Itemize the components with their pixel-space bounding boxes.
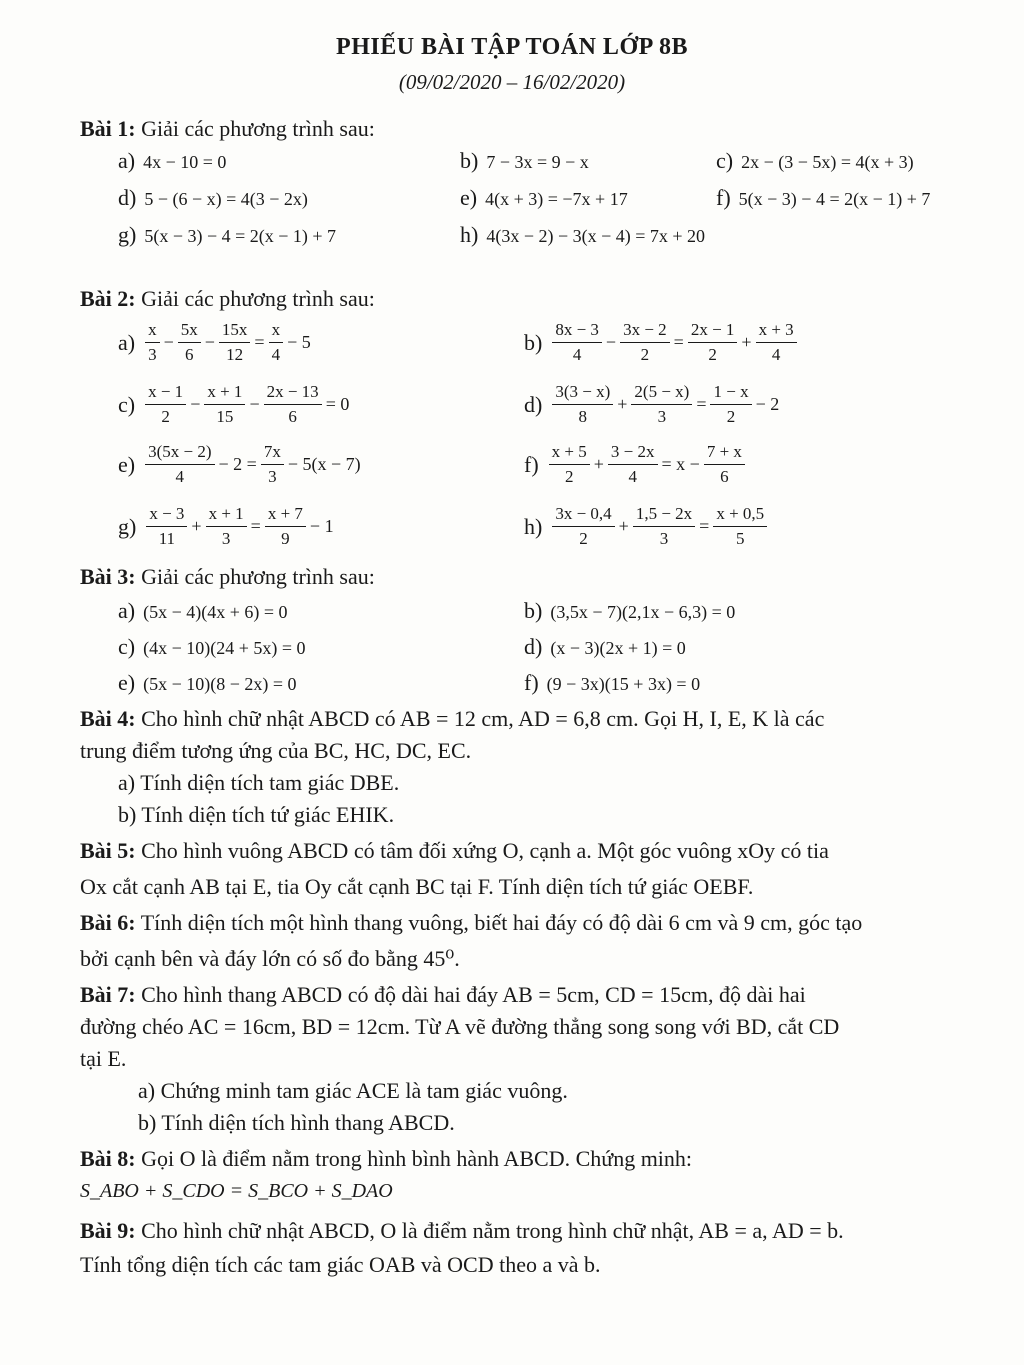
operator: − 1 [309,516,334,536]
bai1-item-equation: 5 − (6 − x) = 4(3 − 2x) [144,189,308,209]
bai4-text-1: Cho hình chữ nhật ABCD có AB = 12 cm, AD = 6,8 cm. Gọi H, I, E, K là các [141,706,825,731]
bai1-item-equation: 4x − 10 = 0 [143,152,227,172]
operator: − 5(x − 7) [287,454,361,474]
fraction-numerator: 3(5x − 2) [145,442,214,465]
operator: = [696,394,707,414]
bai1-item-equation: 4(x + 3) = −7x + 17 [485,189,628,209]
operator: + [741,332,752,352]
operator: − 2 [755,394,780,414]
fraction-denominator: 3 [659,529,669,548]
bai5-text-1: Cho hình vuông ABCD có tâm đối xứng O, cạnh a. Một góc vuông xOy có tia [141,838,829,863]
bai1-item-label: c) [716,148,734,173]
fraction-denominator: 6 [720,467,729,486]
bai1-item-label: g) [118,222,137,247]
bai1-item-label: e) [460,185,478,210]
fraction-numerator: x − 1 [145,382,186,405]
fraction-denominator: 8 [578,407,588,426]
bai4-heading: Bài 4: [80,706,136,731]
fraction-numerator: 2(5 − x) [631,382,692,405]
operator: − [249,394,260,414]
fraction [620,320,670,365]
bai7-text-2: đường chéo AC = 16cm, BD = 12cm. Từ A vẽ đường thẳng song song với BD, cắt CD [80,1014,840,1039]
fraction-denominator: 15 [216,407,234,426]
fraction-numerator: x + 0,5 [713,504,767,527]
fraction-numerator: 7 + x [704,442,745,465]
bai3-item-2 [118,634,306,660]
fraction-numerator: x − 3 [146,504,187,527]
fraction [552,320,602,365]
fraction-numerator: 5x [178,320,201,343]
bai3-item-label: b) [524,598,543,623]
fraction [633,504,695,549]
bai7-line1 [80,982,806,1008]
bai4-line1 [80,706,824,732]
fraction-denominator: 11 [158,529,176,548]
bai9-line1 [80,1218,844,1244]
bai3-item-label: a) [118,598,136,623]
fraction-numerator: x [269,320,284,343]
fraction-denominator: 3 [148,345,157,364]
fraction-numerator: 3x − 2 [620,320,670,343]
bai1-instruction: Giải các phương trình sau: [141,116,375,141]
fraction [145,382,186,427]
operator: + [593,454,604,474]
bai1-header [80,116,375,142]
fraction-numerator: 3(3 − x) [552,382,613,405]
bai5-line1 [80,838,829,864]
fraction-denominator: 3 [268,467,277,486]
bai2-heading: Bài 2: [80,286,136,311]
fraction-denominator: 2 [726,407,736,426]
bai1-item-equation: 4(3x − 2) − 3(x − 4) = 7x + 20 [486,226,706,246]
date-range: (09/02/2020 – 16/02/2020) [398,70,626,94]
bai1-item-7 [460,222,705,248]
bai9-text-1: Cho hình chữ nhật ABCD, O là điểm nằm trong hình chữ nhật, AB = a, AD = b. [141,1218,844,1243]
fraction-denominator: 9 [281,529,290,548]
fraction [608,442,658,487]
operator: + [618,516,629,536]
fraction [261,442,284,487]
bai2-item-0 [118,320,313,365]
fraction-numerator: x + 7 [265,504,306,527]
bai1-item-5 [716,185,930,211]
fraction [549,442,590,487]
fraction [206,504,247,549]
operator: − [204,332,215,352]
bai3-instruction: Giải các phương trình sau: [141,564,375,589]
bai3-item-3 [524,634,686,660]
fraction-denominator: 4 [271,345,281,364]
bai3-item-label: f) [524,670,539,695]
operator: − 5 [287,332,311,352]
bai6-line1 [80,910,862,936]
bai2-item-3 [524,382,781,427]
operator: − [190,394,201,414]
fraction-numerator: 8x − 3 [552,320,602,343]
fraction-numerator: 2x − 1 [688,320,738,343]
bai3-item-equation: (x − 3)(2x + 1) = 0 [550,638,686,658]
bai8-line1 [80,1146,692,1172]
bai5-heading: Bài 5: [80,838,136,863]
fraction [265,504,306,549]
bai7-text-3: tại E. [80,1046,127,1071]
fraction-numerator: x + 1 [206,504,247,527]
fraction [756,320,797,365]
bai1-item-1 [460,148,589,174]
bai1-heading: Bài 1: [80,116,136,141]
bai1-item-label: h) [460,222,479,247]
fraction [145,442,214,487]
bai3-item-equation: (4x − 10)(24 + 5x) = 0 [143,638,306,658]
bai2-item-6 [118,504,336,549]
bai9-text-2: Tính tổng diện tích các tam giác OAB và OCD theo a và b. [80,1252,601,1277]
bai2-item-2 [118,382,351,427]
bai1-item-equation: 5(x − 3) − 4 = 2(x − 1) + 7 [144,226,337,246]
bai3-item-equation: (3,5x − 7)(2,1x − 6,3) = 0 [550,602,736,622]
bai8-heading: Bài 8: [80,1146,136,1171]
bai3-item-equation: (5x − 10)(8 − 2x) = 0 [143,674,297,694]
bai1-item-equation: 2x − (3 − 5x) = 4(x + 3) [741,152,914,172]
bai8-text-1: Gọi O là điểm nằm trong hình bình hành ABCD. Chứng minh: [141,1146,693,1171]
fraction-denominator: 2 [708,345,717,364]
bai3-item-5 [524,670,700,696]
bai2-item-label: c) [118,391,136,417]
fraction [552,382,613,427]
bai3-header [80,564,375,590]
fraction [688,320,738,365]
fraction-numerator: 3 − 2x [608,442,658,465]
operator: = [250,516,261,536]
fraction [264,382,322,427]
fraction-denominator: 3 [657,407,667,426]
fraction-numerator: x + 3 [756,320,797,343]
bai2-item-label: d) [524,391,543,417]
bai1-item-label: d) [118,185,137,210]
fraction-numerator: 1,5 − 2x [633,504,695,527]
fraction [178,320,201,365]
bai3-item-4 [118,670,297,696]
operator: = 0 [325,394,350,414]
fraction [713,504,767,549]
operator: + [617,394,628,414]
fraction-denominator: 2 [579,529,588,548]
fraction-denominator: 2 [161,407,170,426]
bai2-item-4 [118,442,363,487]
bai1-item-equation: 7 − 3x = 9 − x [486,152,589,172]
bai2-item-label: f) [524,451,539,477]
fraction-denominator: 2 [640,345,650,364]
bai7-part-b: b) Tính diện tích hình thang ABCD. [138,1110,455,1135]
bai1-item-6 [118,222,336,248]
bai3-item-equation: (9 − 3x)(15 + 3x) = 0 [546,674,701,694]
fraction-numerator: 1 − x [710,382,751,405]
fraction-numerator: x + 1 [204,382,245,405]
fraction [552,504,614,549]
bai1-item-equation: 5(x − 3) − 4 = 2(x − 1) + 7 [738,189,931,209]
fraction-numerator: 3x − 0,4 [552,504,614,527]
bai2-item-7 [524,504,769,549]
bai3-heading: Bài 3: [80,564,136,589]
operator: = [254,332,265,352]
fraction-denominator: 6 [185,345,194,364]
fraction [219,320,251,365]
bai2-item-label: b) [524,329,543,355]
bai8-formula: S_ABO + S_CDO = S_BCO + S_DAO [80,1180,393,1202]
bai5-text-2: Ox cắt cạnh AB tại E, tia Oy cắt cạnh BC tại F. Tính diện tích tứ giác OEBF. [80,874,754,899]
operator: − [163,332,174,352]
fraction-denominator: 5 [736,529,745,548]
bai4-part-b: b) Tính diện tích tứ giác EHIK. [118,802,395,827]
bai6-text-2: bởi cạnh bên và đáy lớn có số đo bằng 45⁰. [80,946,460,971]
bai3-item-label: d) [524,634,543,659]
fraction-numerator: 7x [261,442,284,465]
fraction [204,382,245,427]
bai2-item-label: a) [118,329,136,355]
bai2-header [80,286,375,312]
fraction [710,382,751,427]
fraction-numerator: 15x [219,320,251,343]
fraction-numerator: 2x − 13 [264,382,322,405]
bai9-heading: Bài 9: [80,1218,136,1243]
fraction-denominator: 2 [564,467,574,486]
bai7-heading: Bài 7: [80,982,136,1007]
fraction-denominator: 6 [288,407,297,426]
bai1-item-3 [118,185,308,211]
bai3-item-1 [524,598,735,624]
fraction [269,320,284,365]
fraction-denominator: 3 [221,529,231,548]
bai4-text-2: trung điểm tương ứng của BC, HC, DC, EC. [80,738,472,763]
bai2-item-label: g) [118,513,137,539]
fraction-denominator: 12 [226,345,244,364]
bai3-item-label: e) [118,670,136,695]
bai4-part-a: a) Tính diện tích tam giác DBE. [118,770,400,795]
bai1-item-2 [716,148,914,174]
fraction [631,382,692,427]
bai1-item-label: f) [716,185,731,210]
operator: − 2 = [218,454,257,474]
bai7-text-1: Cho hình thang ABCD có độ dài hai đáy AB = 5cm, CD = 15cm, độ dài hai [141,982,806,1007]
bai3-item-label: c) [118,634,136,659]
operator: = [673,332,684,352]
fraction-denominator: 4 [628,467,637,486]
page-title: PHIẾU BÀI TẬP TOÁN LỚP 8B [336,34,688,60]
fraction [704,442,745,487]
bai7-part-a: a) Chứng minh tam giác ACE là tam giác vuông. [138,1078,568,1103]
fraction-denominator: 4 [572,345,582,364]
fraction [145,320,160,365]
bai1-item-label: a) [118,148,136,173]
bai6-text-1: Tính diện tích một hình thang vuông, biết hai đáy có độ dài 6 cm và 9 cm, góc tạo [140,910,863,935]
fraction-numerator: x + 5 [549,442,590,465]
fraction-denominator: 4 [771,345,781,364]
operator: = x − [661,454,700,474]
fraction-numerator: x [145,320,160,343]
bai2-instruction: Giải các phương trình sau: [141,286,375,311]
bai1-item-label: b) [460,148,479,173]
bai6-heading: Bài 6: [80,910,136,935]
bai3-item-equation: (5x − 4)(4x + 6) = 0 [143,602,288,622]
operator: − [605,332,617,352]
bai2-item-label: h) [524,513,543,539]
bai2-item-label: e) [118,451,136,477]
bai1-item-0 [118,148,226,174]
bai1-item-4 [460,185,628,211]
bai3-item-0 [118,598,288,624]
operator: = [699,516,710,536]
operator: + [191,516,202,536]
fraction [146,504,187,549]
bai2-item-1 [524,320,799,365]
bai2-item-5 [524,442,747,487]
fraction-denominator: 4 [175,467,185,486]
